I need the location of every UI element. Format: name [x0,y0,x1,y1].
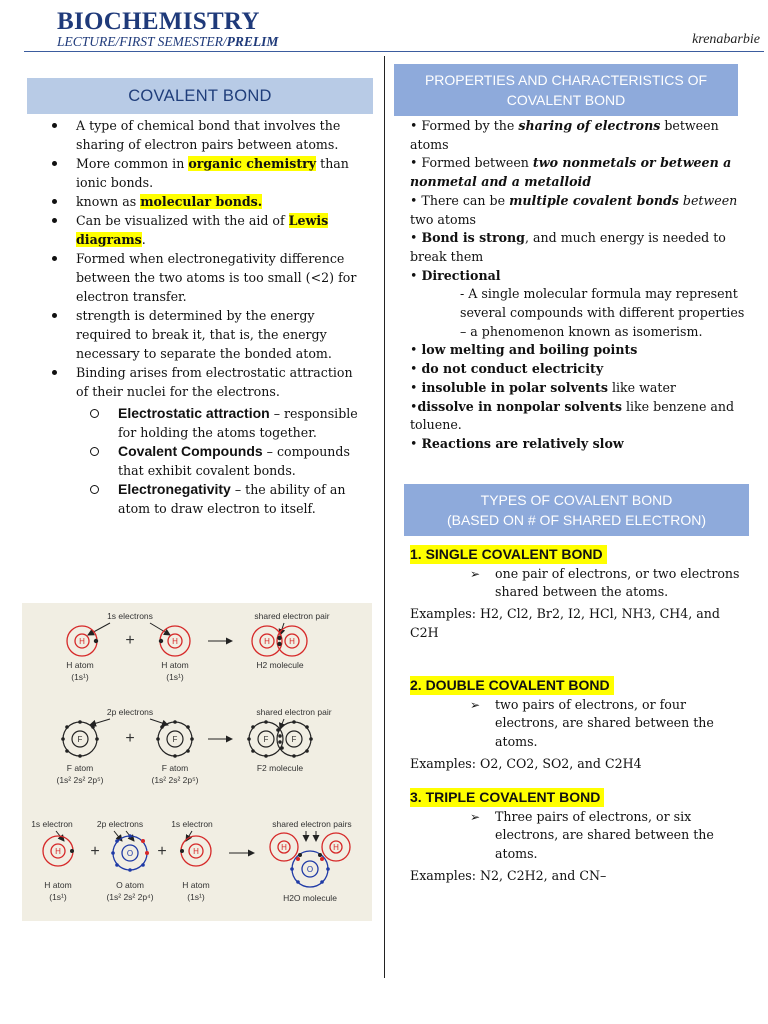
row1-top-label: 1s electrons [107,611,153,621]
sub-item [90,404,366,442]
single-bond-section [410,545,745,643]
bullet-text: strength is determined by the energy required to break it, that is, the energy necessary to separate the bonded atom. [76,308,332,361]
subtitle-bold: PRELIM [226,34,279,49]
bullet-item [48,363,366,401]
row2-atom2-label: F atom [161,763,189,773]
types-heading-line1: TYPES OF COVALENT BOND [480,492,673,508]
plus-sign: + [125,632,135,649]
bullet-item [48,249,366,306]
property-text: • [410,342,422,358]
row3-atom3-cfg: (1s¹) [187,892,205,902]
row1-atom1-cfg: (1s¹) [71,672,89,682]
bullet-item [48,192,366,211]
property-text: low melting and boiling points [421,342,638,358]
property-text: • [410,435,422,451]
row3-atom1-cfg: (1s¹) [49,892,67,902]
o-symbol: O [126,849,134,858]
single-bond-heading: 1. SINGLE COVALENT BOND [410,545,607,564]
h-symbol: H [281,843,287,852]
sub-item-term: Covalent Compounds [118,443,263,459]
covalent-bond-list [48,116,366,518]
property-item [410,398,745,435]
bullet-text: known as [76,194,141,209]
single-bond-examples: Examples: H2, Cl2, Br2, I2, HCl, NH3, CH4, and C2H [410,606,720,640]
types-heading [404,484,749,536]
row3-atom1-label: H atom [44,880,72,890]
double-bond-description: ➢ two pairs of electrons, or four electrons, are shared between the atoms. [410,696,745,752]
property-text: • [410,398,418,414]
property-item [410,192,745,229]
row3-product-label: H2O molecule [283,893,337,903]
sub-item-term: Electrostatic attraction [118,405,270,421]
property-text: - A single molecular formula may represent several compounds with different properties – a phenomenon known as isomerism. [460,286,745,339]
property-text: insoluble in polar solvents [421,379,608,395]
row2-top-label: 2p electrons [106,707,154,717]
double-bond-examples: Examples: O2, CO2, SO2, and C2H4 [410,755,642,771]
h-symbol: H [289,637,295,646]
row1-shared-label: shared electron pair [254,611,330,621]
property-text: two atoms [410,211,476,227]
f-symbol: F [77,735,83,744]
row2-shared-label: shared electron pair [256,707,332,717]
property-item [410,341,745,360]
property-text: sharing of electrons [518,118,661,133]
property-item [410,285,745,341]
author-name: krenabarbie [692,32,760,47]
property-text: • Formed between [410,155,533,171]
sub-item-definition: – compounds that exhibit covalent bonds. [118,444,350,478]
triple-bond-examples: Examples: N2, C2H2, and CN– [410,867,607,883]
row2-atom1-label: F atom [66,763,94,773]
property-item [410,435,745,454]
property-text: • [410,230,422,246]
property-text: Reactions are relatively slow [421,435,624,451]
bullet-text: More common in [76,156,189,171]
plus-sign: + [90,843,100,860]
bullet-item [48,306,366,363]
property-text: between atoms [410,118,719,152]
h-symbol: H [172,637,178,646]
triple-bond-section [410,788,745,886]
row2-atom1-cfg: (1s² 2s² 2p⁵) [56,775,104,785]
double-bond-heading: 2. DOUBLE COVALENT BOND [410,676,614,695]
highlighted-term: organic chemistry [188,156,317,171]
highlighted-term: molecular bonds. [140,194,263,209]
types-heading-line2: (BASED ON # OF SHARED ELECTRON) [446,512,707,528]
bullet-text: . [141,232,146,247]
property-text: two nonmetals or between a nonmetal and a metalloid [410,155,732,190]
double-bond-section [410,676,745,774]
o-symbol: O [306,865,314,874]
plus-sign: + [125,730,135,747]
row3-shared-label: shared electron pairs [272,819,352,829]
subtitle-plain: LECTURE/FIRST SEMESTER/ [57,34,227,49]
sub-item-definition: – the ability of an atom to draw electron to itself. [118,482,346,516]
property-text: • Formed by the [410,118,519,133]
property-text: , and much energy is needed to break them [410,230,726,264]
row3-label1: 1s electron [31,819,73,829]
sub-item-definition: – responsible for holding the atoms together. [118,406,358,440]
bullet-item [48,154,366,192]
row2-atom2-cfg: (1s² 2s² 2p⁵) [151,775,199,785]
h-symbol: H [264,637,270,646]
document-title: BIOCHEMISTRY [57,8,260,35]
property-text: like benzene and toluene. [410,398,735,433]
plus-sign: + [157,843,167,860]
row1-atom2-cfg: (1s¹) [166,672,184,682]
property-text: • There can be [410,192,510,208]
header-rule [24,51,764,52]
row3-label2: 2p electrons [96,819,144,829]
triple-bond-description: ➢ Three pairs of electrons, or six electrons, are shared between the atoms. [410,808,745,864]
highlighted-term: Lewis diagrams [76,213,329,247]
property-text: dissolve in nonpolar solvents [417,398,622,414]
row3-atom3-label: H atom [182,880,210,890]
bullet-text: Can be visualized with the aid of [76,213,289,228]
properties-list [410,117,745,454]
properties-heading [394,64,738,116]
properties-heading-line2: COVALENT BOND [506,92,626,108]
row1-atom2-label: H atom [161,660,189,670]
property-text: • [410,361,422,377]
property-item [410,267,745,286]
h-symbol: H [55,847,61,856]
bullet-item [48,116,366,154]
property-text: between [682,192,738,208]
bullet-items [48,116,366,401]
property-text: • [410,379,422,395]
property-item [410,229,745,266]
row1-product-label: H2 molecule [256,660,304,670]
bullet-text: Binding arises from electrostatic attraction of their nuclei for the electrons. [76,365,353,399]
triple-bond-heading: 3. TRIPLE COVALENT BOND [410,788,604,807]
lewis-diagram-figure [22,603,372,921]
properties-heading-line1: PROPERTIES AND CHARACTERISTICS OF [424,72,708,88]
sub-item-term: Electronegativity [118,481,231,497]
property-text: Directional [421,267,501,283]
h-symbol: H [193,847,199,856]
single-bond-description: ➢ one pair of electrons, or two electrons shared between the atoms. [410,565,745,602]
f-symbol: F [291,735,297,744]
property-item [410,154,745,191]
property-text: do not conduct electricity [421,361,604,377]
sub-item [90,442,366,480]
row3-label3: 1s electron [171,819,213,829]
sub-items [90,404,366,518]
property-text: multiple covalent bonds [509,192,679,208]
covalent-bond-heading: COVALENT BOND [27,78,373,114]
column-divider [384,56,385,978]
row2-product-label: F2 molecule [256,763,304,773]
row3-atom2-cfg: (1s² 2s² 2p⁴) [106,892,154,902]
f-symbol: F [172,735,178,744]
property-item [410,117,745,154]
f-symbol: F [263,735,269,744]
property-text: • [410,267,422,283]
row3-atom2-label: O atom [116,880,144,890]
property-item [410,360,745,379]
bullet-text: A type of chemical bond that involves the sharing of electron pairs between atoms. [76,118,341,152]
sub-item [90,480,366,518]
property-item [410,379,745,398]
document-subtitle [57,34,278,50]
property-text: like water [607,379,676,395]
h-symbol: H [333,843,339,852]
bullet-text: Formed when electronegativity difference between the two atoms is too small (<2) for electron transfer. [76,251,357,304]
row1-atom1-label: H atom [66,660,94,670]
bullet-text: than ionic bonds. [76,156,349,190]
property-text: Bond is strong [421,230,525,246]
h-symbol: H [79,637,85,646]
bullet-item [48,211,366,249]
lewis-diagram-svg [22,603,372,921]
